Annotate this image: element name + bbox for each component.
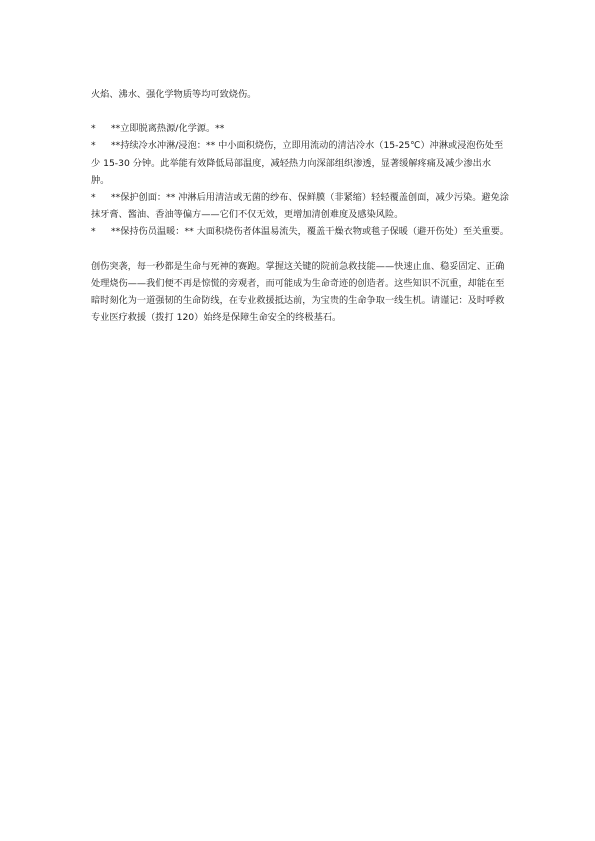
bullet-marker: * (91, 123, 96, 135)
list-item (91, 189, 509, 223)
list-item (91, 120, 509, 137)
bullet-marker: * (91, 226, 96, 238)
bullet-marker: * (91, 140, 96, 152)
list-item-text: **持续冷水冲淋/浸泡：** 中小面积烧伤，立即用流动的清洁冷水（15-25℃）冲淋或浸泡伤处至少 15-30 分钟。此举能有效降低局部温度，减轻热力向深部组织渗透，显著缓解疼痛及减少渗出水肿。 (91, 140, 504, 186)
bullet-marker: * (91, 192, 96, 204)
document-page (91, 86, 509, 326)
burn-first-aid-list (91, 120, 509, 240)
conclusion-paragraph: 创伤突袭，每一秒都是生命与死神的赛跑。掌握这关键的院前急救技能——快速止血、稳妥固定、正确处理烧伤——我们便不再是惊慌的旁观者，而可能成为生命奇迹的创造者。这些知识不沉重，却能在至暗时刻化为一道强韧的生命防线，在专业救援抵达前，为宝贵的生命争取一线生机。请谨记：及时呼救专业医疗救援（拨打 120）始终是保障生命安全的终极基石。 (91, 260, 505, 324)
list-item-text: **立即脱离热源/化学源。** (111, 123, 225, 135)
list-item (91, 223, 509, 240)
list-item-text: **保持伤员温暖：** 大面积烧伤者体温易流失，覆盖干燥衣物或毯子保暖（避开伤处）至关重要。 (111, 226, 509, 238)
list-item-text: **保护创面：** 冲淋后用清洁或无菌的纱布、保鲜膜（非紧缩）轻轻覆盖创面，减少污染。避免涂抹牙膏、酱油、香油等偏方——它们不仅无效，更增加清创难度及感染风险。 (91, 192, 509, 221)
list-item (91, 137, 509, 189)
intro-paragraph: 火焰、沸水、强化学物质等均可致烧伤。 (91, 89, 257, 100)
